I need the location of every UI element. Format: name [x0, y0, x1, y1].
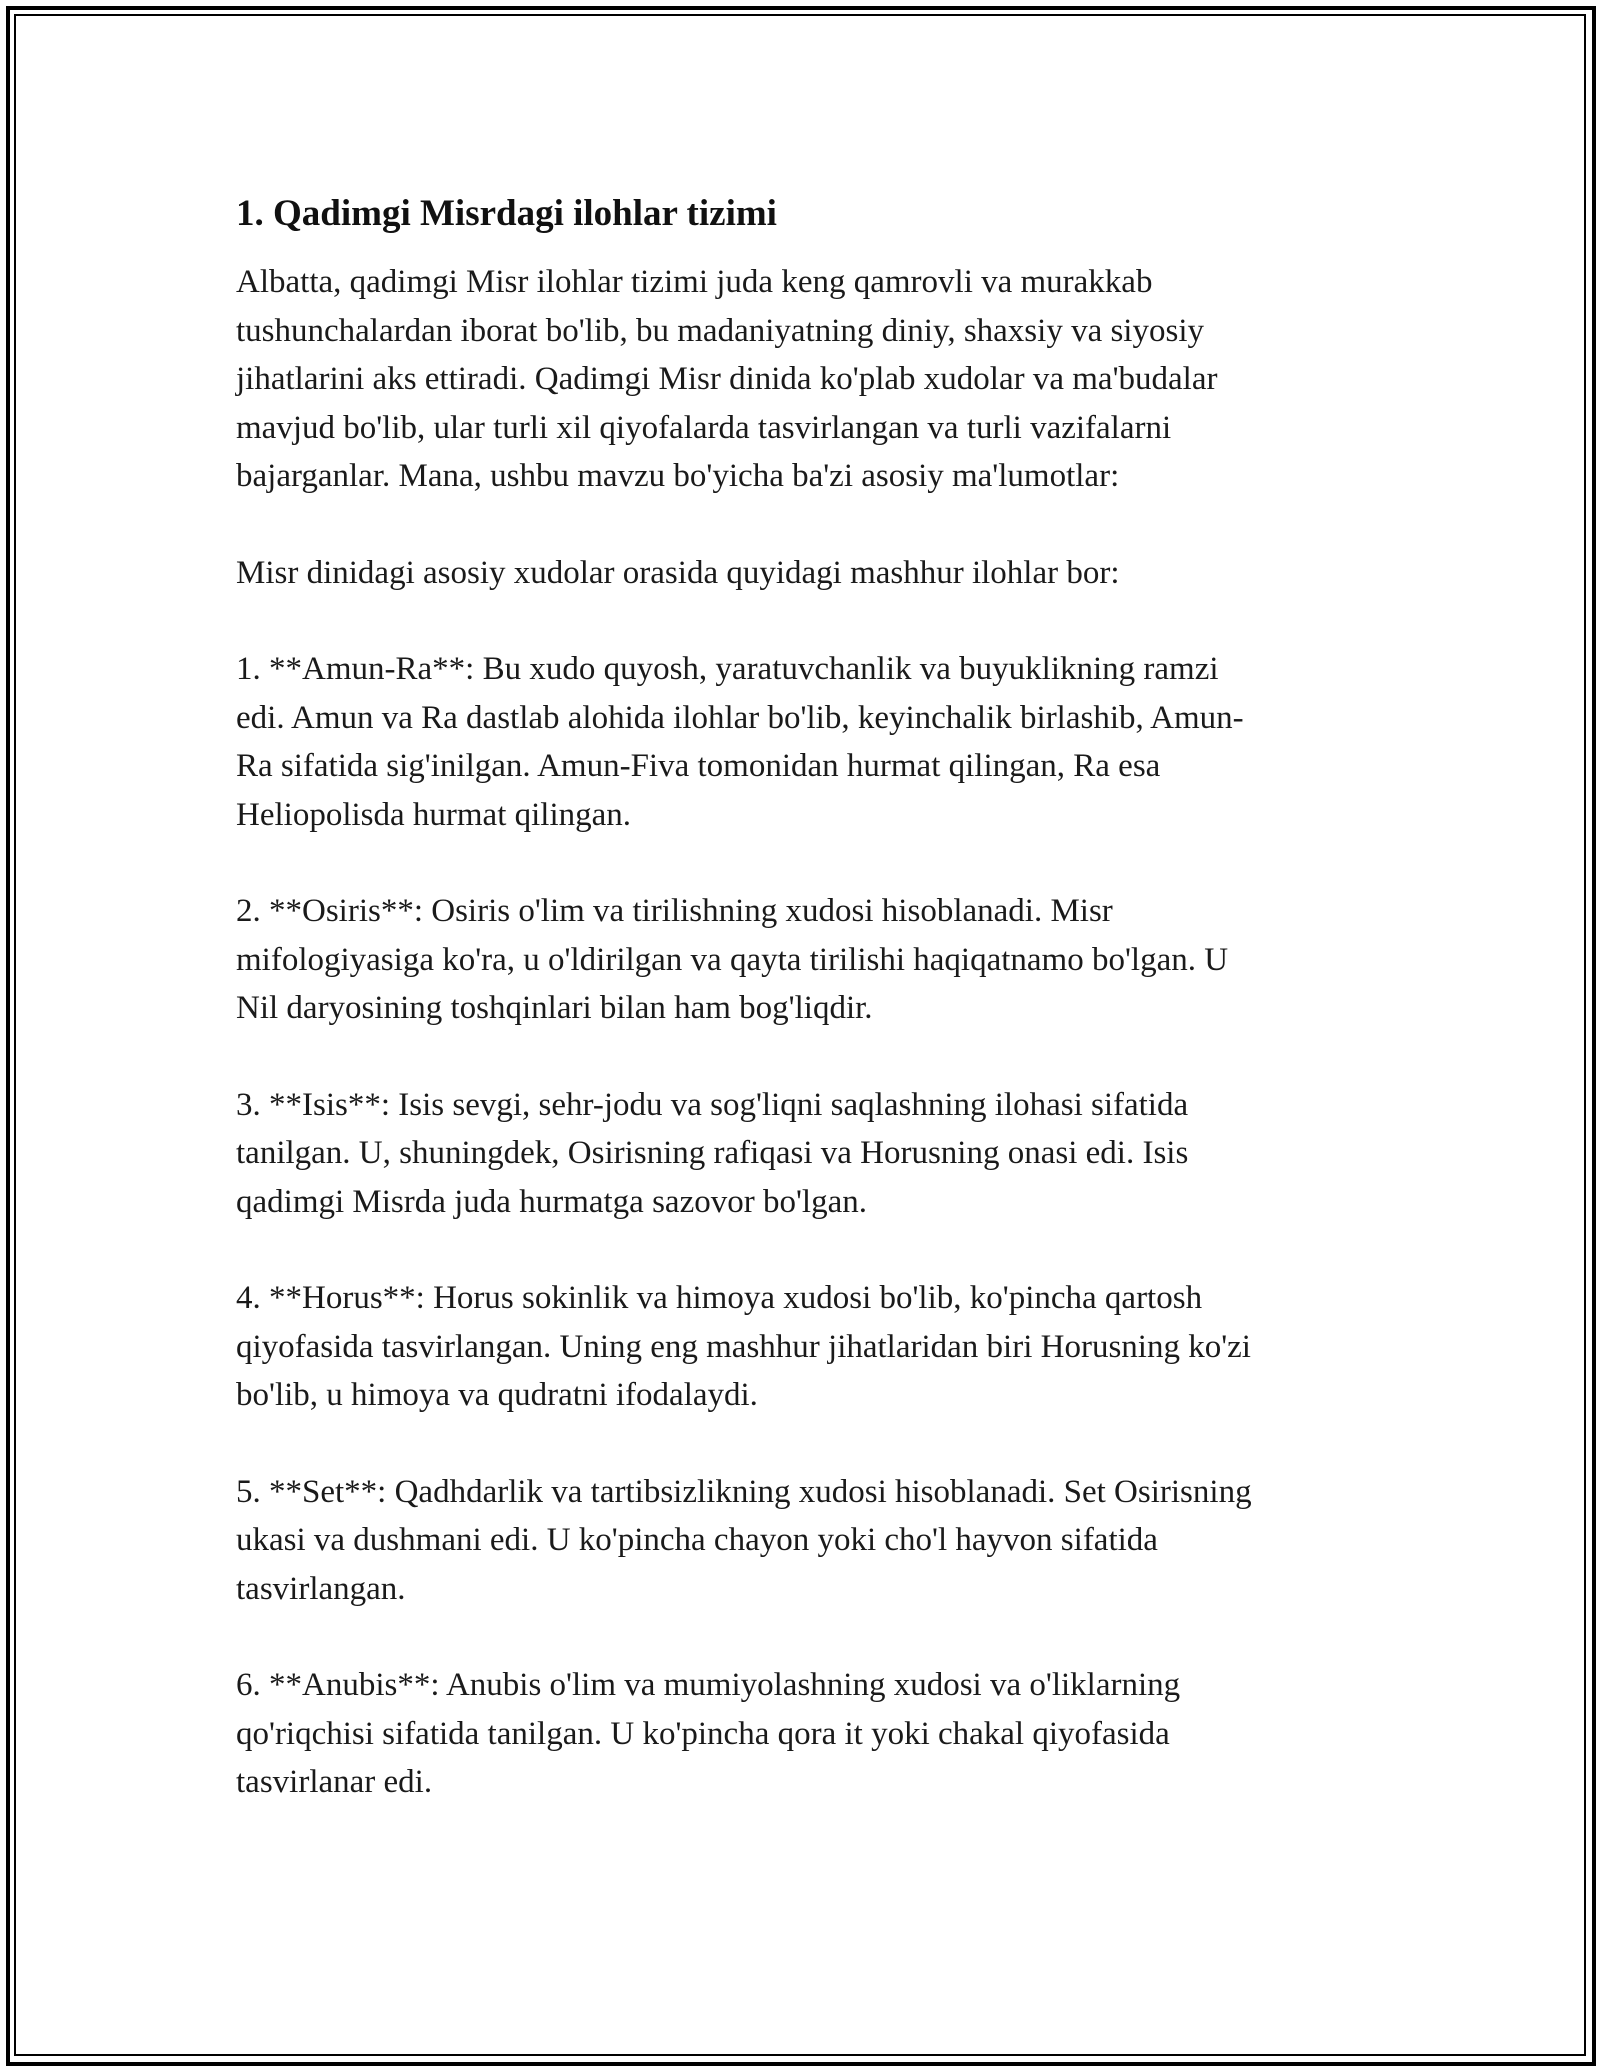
document-body [236, 190, 1366, 1855]
list-item-horus: 4. **Horus**: Horus sokinlik va himoya xudosi bo'lib, ko'pincha qartosh qiyofasida tasvirlangan. Uning eng mashhur jihatlaridan biri Horusning ko'zi bo'lib, u himoya va qudratni ifodalaydi. [236, 1280, 1251, 1413]
list-item-anubis: 6. **Anubis**: Anubis o'lim va mumiyolashning xudosi va o'liklarning qo'riqchisi sifatida tanilgan. U ko'pincha qora it yoki chakal qiyofasida tasvirlanar edi. [236, 1667, 1181, 1800]
section-heading: 1. Qadimgi Misrdagi ilohlar tizimi [236, 193, 777, 234]
intro-paragraph: Albatta, qadimgi Misr ilohlar tizimi juda keng qamrovli va murakkab tushunchalardan iborat bo'lib, bu madaniyatning diniy, shaxsiy va siyosiy jihatlarini aks ettiradi. Qadimgi Misr dinida ko'plab xudolar va ma'budalar mavjud bo'lib, ular turli xil qiyofalarda tasvirlangan va turli vazifalarni bajarganlar. Mana, ushbu mavzu bo'yicha ba'zi asosiy ma'lumotlar: [236, 264, 1218, 494]
list-item-isis: 3. **Isis**: Isis sevgi, sehr-jodu va sog'liqni saqlashning ilohasi sifatida tanilgan. U, shuningdek, Osirisning rafiqasi va Horusning onasi edi. Isis qadimgi Misrda juda hurmatga sazovor bo'lgan. [236, 1086, 1189, 1220]
list-item-set: 5. **Set**: Qadhdarlik va tartibsizlikning xudosi hisoblanadi. Set Osirisning ukasi va dushmani edi. U ko'pincha chayon yoki cho'l hayvon sifatida tasvirlangan. [236, 1473, 1252, 1607]
list-item-osiris: 2. **Osiris**: Osiris o'lim va tirilishning xudosi hisoblanadi. Misr mifologiyasiga ko'ra, u o'ldirilgan va qayta tirilishi haqiqatnamo bo'lgan. U Nil daryosining toshqinlari bilan ham bog'liqdir. [236, 893, 1229, 1026]
lead-paragraph: Misr dinidagi asosiy xudolar orasida quyidagi mashhur ilohlar bor: [236, 554, 1120, 591]
list-item-amun-ra: 1. **Amun-Ra**: Bu xudo quyosh, yaratuvchanlik va buyuklikning ramzi edi. Amun va Ra dastlab alohida ilohlar bo'lib, keyinchalik birlashib, Amun- Ra sifatida sig'inilgan. Amun-Fiva tomonidan hurmat qilingan, Ra esa Heliopolisda hurmat qilingan. [236, 651, 1244, 833]
